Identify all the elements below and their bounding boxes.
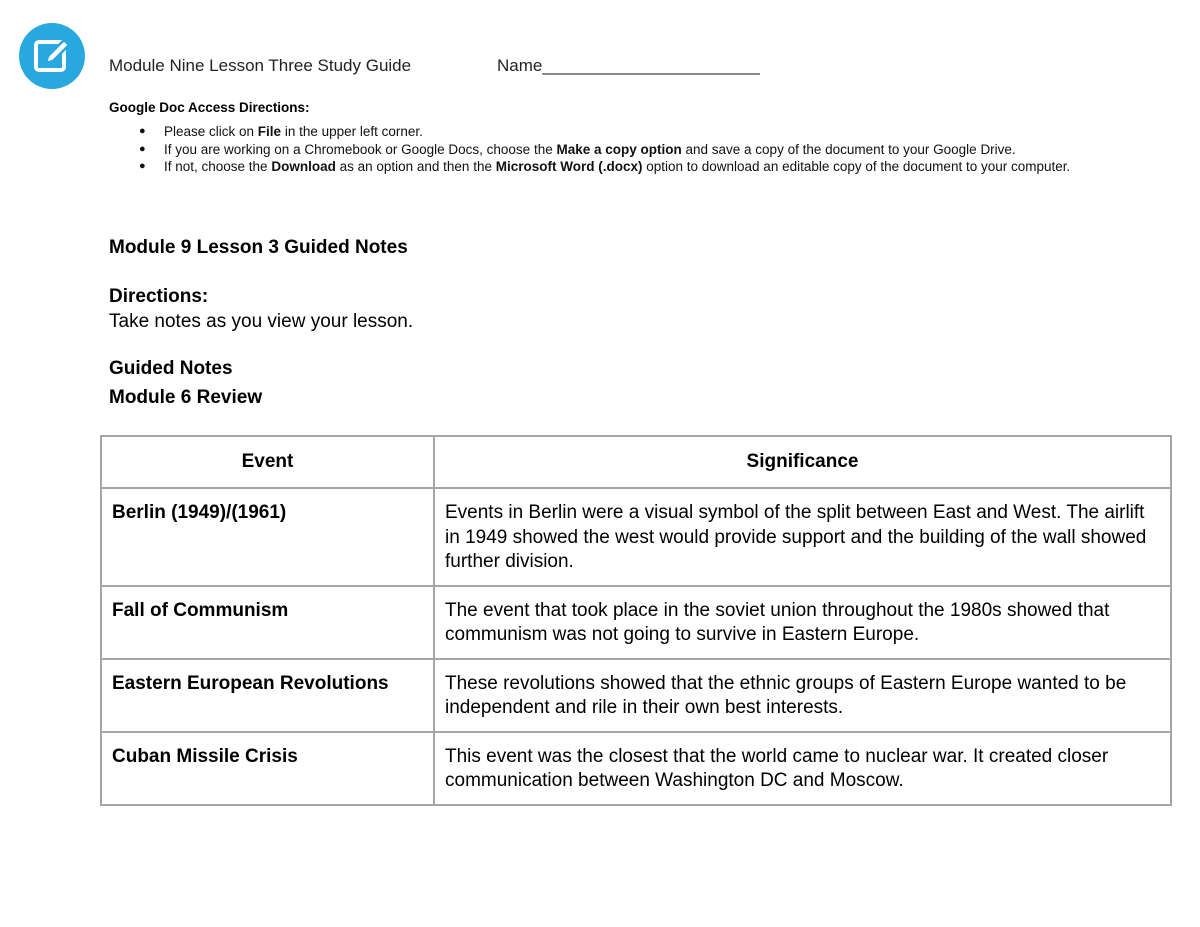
name-field[interactable]: Name_______________________ (497, 56, 760, 75)
directions-text: Take notes as you view your lesson. (109, 311, 414, 332)
access-directions-title: Google Doc Access Directions: (109, 100, 310, 115)
list-item: ● If not, choose the Download as an option and then the Microsoft Word (.docx) option to download an editable copy of the document to your computer. (109, 158, 1099, 176)
event-cell[interactable]: Fall of Communism (101, 586, 434, 659)
significance-cell[interactable]: The event that took place in the soviet union throughout the 1980s showed that communism was not going to survive in Eastern Europe. (434, 586, 1171, 659)
event-cell[interactable]: Eastern European Revolutions (101, 659, 434, 732)
guided-notes-heading: Module 9 Lesson 3 Guided Notes (109, 237, 408, 258)
event-cell[interactable]: Cuban Missile Crisis (101, 732, 434, 805)
significance-cell[interactable]: This event was the closest that the world came to nuclear war. It created closer communication between Washington DC and Moscow. (434, 732, 1171, 805)
notes-table (100, 435, 1172, 806)
edit-pencil-icon (19, 23, 85, 89)
guided-notes-label: Guided Notes (109, 358, 233, 379)
directions-label: Directions: (109, 286, 209, 307)
event-column-header: Event (101, 436, 434, 488)
header-line (109, 56, 760, 76)
significance-cell[interactable]: Events in Berlin were a visual symbol of the split between East and West. The airlift in 1949 showed the west would provide support and the building of the wall showed further division. (434, 488, 1171, 586)
access-directions-list (109, 123, 1099, 176)
page-title: Module Nine Lesson Three Study Guide (109, 56, 412, 75)
event-cell[interactable]: Berlin (1949)/(1961) (101, 488, 434, 586)
significance-column-header: Significance (434, 436, 1171, 488)
table-row (101, 488, 1171, 586)
table-row (101, 659, 1171, 732)
table-header-row (101, 436, 1171, 488)
table-row (101, 732, 1171, 805)
list-item: ● If you are working on a Chromebook or Google Docs, choose the Make a copy option and save a copy of the document to your Google Drive. (109, 141, 1099, 159)
list-item: ● Please click on File in the upper left corner. (109, 123, 1099, 141)
table-row (101, 586, 1171, 659)
significance-cell[interactable]: These revolutions showed that the ethnic groups of Eastern Europe wanted to be independent and rile in their own best interests. (434, 659, 1171, 732)
review-title: Module 6 Review (109, 387, 263, 408)
